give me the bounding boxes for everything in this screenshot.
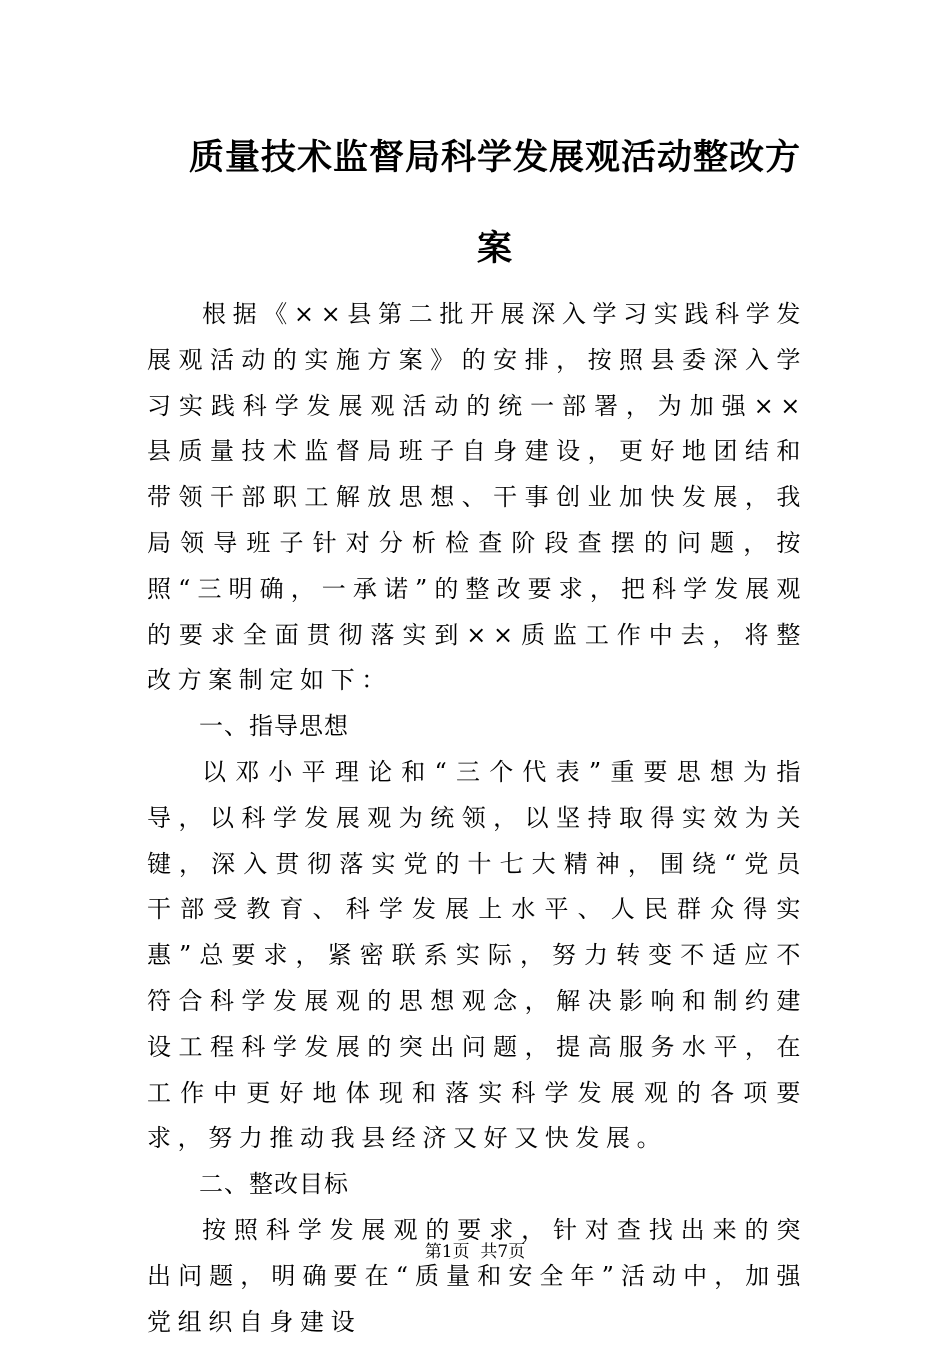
document-title-line-1: 质量技术监督局科学发展观活动整改方 [188,137,801,178]
section-heading-rectification-goals: 二、整改目标 [199,1170,349,1199]
section-heading-guiding-ideology: 一、指导思想 [199,712,349,741]
document-title-line-2: 案 [476,228,513,269]
section-paragraph-guiding-ideology: 以邓小平理论和“三个代表”重要思想为指导，以科学发展观为统领，以坚持取得实效为关键，深入贯彻落实党的十七大精神，围绕“党员干部受教育、科学发展上水平、人民群众得实惠”总要求，紧密联系实际，努力转变不适应不符合科学发展观的思想观念，解决影响和制约建设工程科学发展的突出问题，提高服务水平，在工作中更好地体现和落实科学发展观的各项要求，努力推动我县经济又好又快发展。 [147,757,807,1153]
intro-paragraph: 根据《××县第二批开展深入学习实践科学发展观活动的实施方案》的安排，按照县委深入学习实践科学发展观活动的统一部署，为加强××县质量技术监督局班子自身建设，更好地团结和带领干部职工解放思想、干事创业加快发展，我局领导班子针对分析检查阶段查摆的问题，按照“三明确，一承诺”的整改要求，把科学发展观的要求全面贯彻落实到××质监工作中去，将整改方案制定如下： [147,300,807,695]
document-body [147,292,807,1345]
section-paragraph-rectification-goals: 按照科学发展观的要求，针对查找出来的突出问题，明确要在“质量和安全年”活动中，加强党组织自身建设 [147,1215,807,1336]
page-number-footer: 第1页 共7页 [424,1242,526,1262]
